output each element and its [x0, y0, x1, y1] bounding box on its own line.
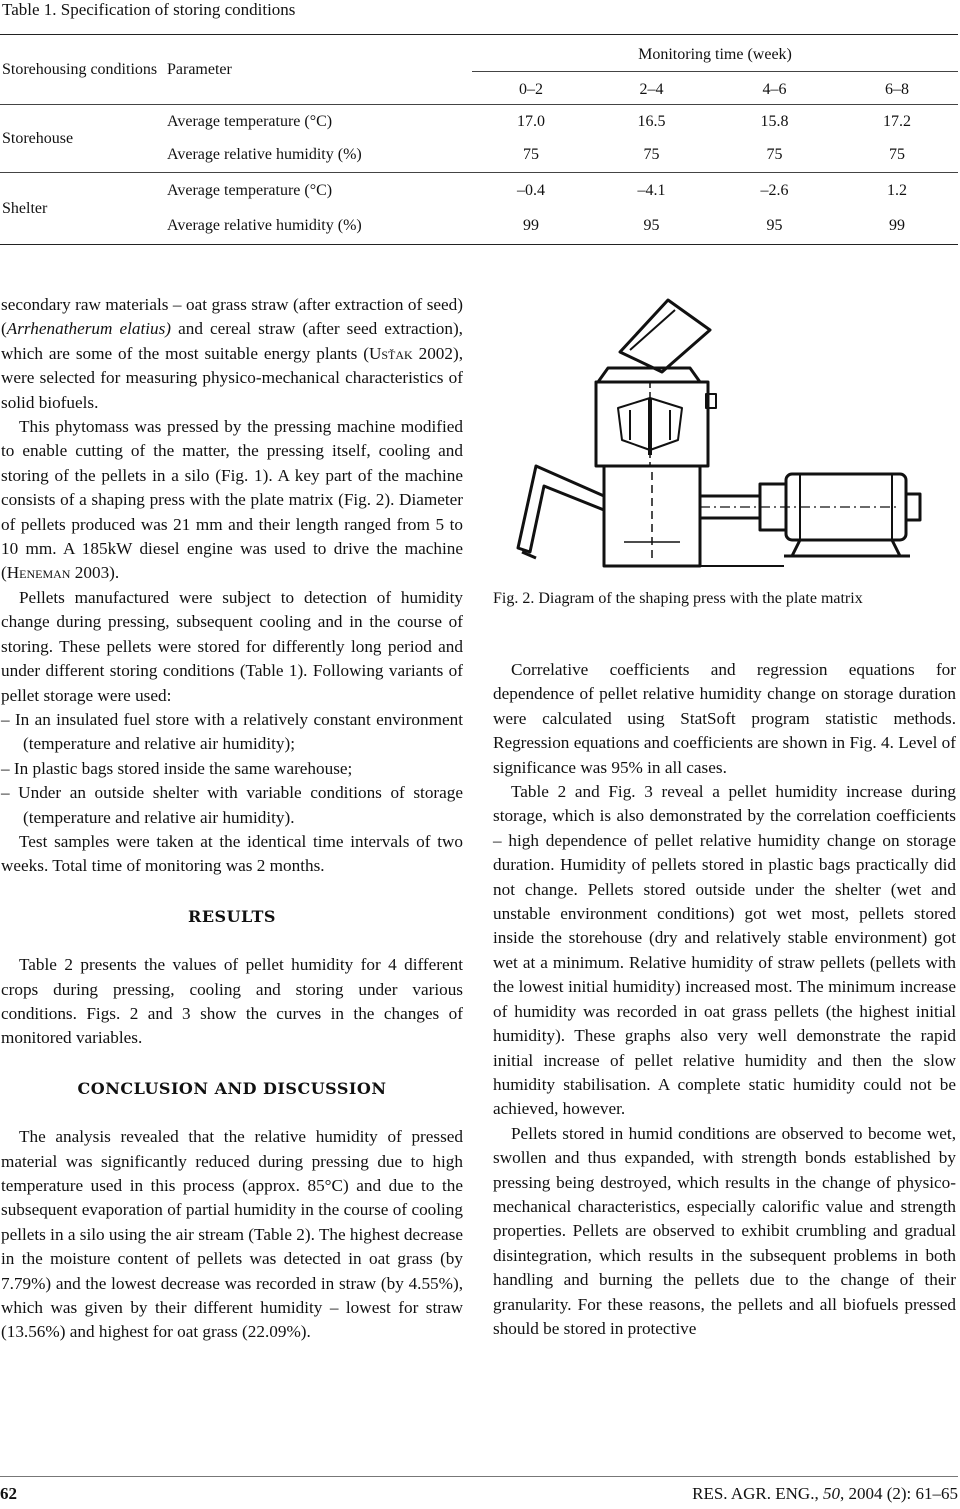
value-cell: 75: [889, 146, 905, 164]
value-cell: –0.4: [517, 181, 545, 199]
header-week: 6–8: [836, 72, 958, 105]
journal-issue-pages: , 2004 (2): 61–65: [839, 1484, 958, 1503]
header-week: 0–2: [472, 72, 590, 105]
journal-volume: 50: [822, 1484, 840, 1503]
text-span: 2003).: [70, 563, 120, 583]
citation-author: Heneman: [6, 563, 71, 583]
header-parameter: Parameter: [167, 60, 232, 78]
paragraph: Table 2 and Fig. 3 reveal a pellet humidity increase during storage, which is also demonstrated by the correlation coefficients – high dependence of pellet relative humidity change on storage duration. Humidity of pellets stored in plastic bags practically did not change. Pellets stored outside under the shelter (wet and unstable environment conditions) got wet most, pellets stored inside the storehouse (dry and relatively stable environment) got wet at a minimum. Relative humidity of straw pellets (pellets with the lowest initial humidity) increased most. The minimum increase of humidity was recorded in oat grass pellets (the highest initial humidity). These graphs also very well demonstrate the rapid initial increase of pellet relative humidity and then the slow humidity stabilisation. A complete static humidity could not be achieved, however.: [493, 782, 956, 1119]
storage-conditions-table: [0, 34, 958, 245]
value-cell: 99: [523, 217, 539, 235]
paragraph: The analysis revealed that the relative humidity of pressed material was significantly reduced during pressing due to high temperature used in this process (approx. 85°C) and due to the subsequent evaporation of partial humidity in the course of cooling pellets in a silo using the air stream (Table 2). The highest decrease in the moisture content of pellets was detected in oat grass (by 7.79%) and the lowest decrease was recorded in straw (by 4.55%), which was given by their different humidity – lowest for straw (13.56%) and highest for oat grass (22.09%).: [1, 1127, 463, 1342]
paragraph: [1, 415, 463, 586]
value-cell: 99: [889, 217, 905, 235]
left-column: [1, 293, 463, 1345]
figure-caption: Fig. 2. Diagram of the shaping press with the plate matrix: [493, 590, 863, 607]
value-cell: 95: [643, 217, 660, 235]
text-span: and cereal straw (after seed extraction), which are some of the most suitable energy plants (: [1, 319, 463, 363]
species-name: Arrhenatherum elatius): [6, 319, 172, 339]
value-cell: 16.5: [637, 112, 666, 130]
paragraph: Correlative coefficients and regression equations for dependence of pellet relative humidity change on storage duration were calculated using StatSoft program statistic methods. Regression equations and coefficients are shown in Fig. 4. Level of significance was 95% in all cases.: [493, 660, 956, 777]
value-cell: 1.2: [887, 181, 907, 199]
list-item: – In plastic bags stored inside the same warehouse;: [1, 758, 353, 778]
value-cell: –2.6: [760, 181, 789, 199]
header-week: 2–4: [590, 72, 713, 105]
section-heading-conclusion: CONCLUSION AND DISCUSSION: [77, 1078, 387, 1098]
condition-storehouse: Storehouse: [2, 129, 74, 147]
value-cell: 75: [766, 146, 783, 164]
text-span: secondary raw materials – oat grass straw (after extraction of seed) (: [1, 295, 463, 339]
text-span: 2002), were selected for measuring physico-mechanical characteristics of solid biofuels.: [1, 343, 463, 412]
header-conditions: Storehousing conditions: [2, 60, 158, 78]
parameter-cell: Average temperature (°C): [167, 181, 333, 199]
table-caption: Table 1. Specification of storing conditions: [2, 0, 296, 19]
value-cell: 17.2: [883, 112, 911, 130]
condition-shelter: Shelter: [2, 199, 48, 217]
shaping-press-diagram: [500, 290, 940, 580]
value-cell: –4.1: [637, 181, 666, 199]
paragraph: Pellets stored in humid conditions are observed to become wet, swollen and thus expanded, with strength bonds established by pressing being destroyed, which results in the change of physico-mechanical characteristics, especially calorific value and strength properties. Pellets are observed to exhibit crumbling and gradual disintegration, which results in the subsequent problems in both handling and burning the pellets due to the change of their granularity. For these reasons, the pellets and all biofuels pressed should be stored in protective: [493, 1123, 956, 1338]
paragraph: Test samples were taken at the identical time intervals of two weeks. Total time of monitoring was 2 months.: [1, 831, 463, 876]
paragraph: Table 2 presents the values of pellet humidity for 4 different crops during pressing, cooling and storing under various conditions. Figs. 2 and 3 show the curves in the changes of monitored variables.: [1, 955, 463, 1048]
value-cell: 95: [766, 217, 783, 235]
header-monitoring-time: Monitoring time (week): [638, 46, 792, 63]
journal-citation: [692, 1484, 958, 1504]
value-cell: 17.0: [517, 112, 545, 130]
parameter-cell: Average relative humidity (%): [167, 217, 362, 235]
text-span: This phytomass was pressed by the pressing machine modified to enable cutting of the matter, the pressing itself, cooling and storing of the pellets in a silo (Fig. 1). A key part of the machine consists of a shaping press with the plate matrix (Fig. 2). Diameter of pellets produced was 21 mm and their length ranged from 5 to 10 mm. A 185kW diesel engine was used to drive the machine (: [1, 417, 463, 583]
value-cell: 75: [523, 146, 539, 164]
footer-rule: [0, 1476, 958, 1477]
paragraph: Pellets manufactured were subject to detection of humidity change during pressing, subsequent cooling and in the course of storing. These pellets were stored for differently long period and under different storing conditions (Table 1). Following variants of pellet storage were used:: [1, 587, 463, 705]
parameter-cell: Average relative humidity (%): [167, 146, 362, 164]
right-column: [493, 658, 956, 1341]
journal-name: RES. AGR. ENG.,: [692, 1484, 823, 1503]
citation-author: Usťak: [368, 343, 413, 363]
hopper-chute: [620, 300, 710, 372]
page-number: 62: [0, 1484, 17, 1503]
paragraph: [1, 293, 463, 415]
section-heading-results: RESULTS: [188, 906, 276, 926]
list-item: – Under an outside shelter with variable conditions of storage (temperature and relative air humidity).: [1, 783, 463, 827]
header-week: 4–6: [713, 72, 836, 105]
value-cell: 15.8: [760, 112, 789, 130]
parameter-cell: Average temperature (°C): [167, 112, 333, 130]
list-item: – In an insulated fuel store with a relatively constant environment (temperature and relative air humidity);: [1, 709, 463, 754]
value-cell: 75: [643, 146, 660, 164]
